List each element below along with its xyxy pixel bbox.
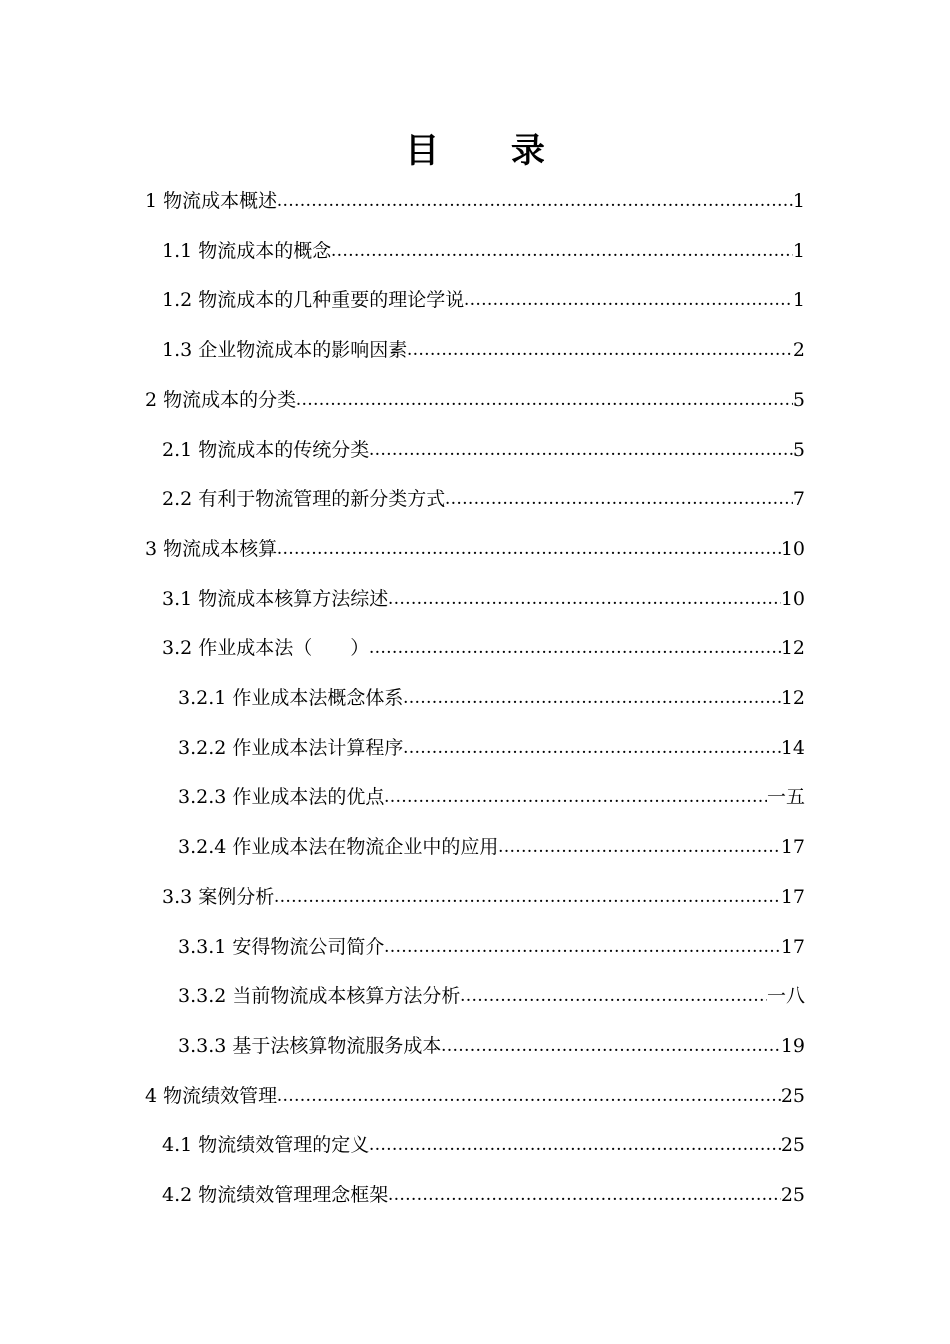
toc-entry-title: 3.2.4 作业成本法在物流企业中的应用: [178, 836, 499, 859]
toc-page-number: 1: [792, 190, 805, 212]
toc-page-number: 1: [792, 239, 805, 262]
toc-page-number: 14: [780, 736, 805, 759]
toc-page-number: 5: [792, 438, 805, 461]
toc-entry-title: 4.1 物流绩效管理的定义: [162, 1134, 370, 1157]
toc-entry-title: 2.1 物流成本的传统分类: [162, 438, 370, 461]
toc-dot-leader: [441, 1021, 780, 1071]
toc-entry[interactable]: [162, 623, 805, 673]
toc-entry-title: 2.2 有利于物流管理的新分类方式: [162, 488, 446, 511]
toc-entry[interactable]: [145, 375, 805, 425]
toc-entry[interactable]: [162, 226, 805, 276]
toc-entry-title: 3.2.3 作业成本法的优点: [178, 786, 385, 809]
toc-entry-title: 1.2 物流成本的几种重要的理论学说: [162, 289, 465, 312]
toc-entry-title: 3 物流成本核算: [145, 537, 278, 560]
toc-entry-title: 3.2.1 作业成本法概念体系: [178, 687, 404, 709]
toc-entry-title: 1 物流成本概述: [145, 190, 278, 212]
toc-entry[interactable]: [178, 673, 805, 723]
toc-page-number: 19: [780, 1034, 805, 1057]
toc-entry[interactable]: [178, 971, 805, 1021]
toc-page-number: 25: [780, 1184, 805, 1206]
toc-entry[interactable]: [162, 1170, 805, 1220]
toc-page-number: 1: [792, 289, 805, 312]
toc-entry[interactable]: [162, 425, 805, 475]
toc-dot-leader: [498, 822, 780, 872]
toc-dot-leader: [460, 971, 767, 1021]
toc-entry-title: 4.2 物流绩效管理理念框架: [162, 1184, 389, 1206]
toc-entry[interactable]: [162, 275, 805, 325]
toc-entry[interactable]: [178, 723, 805, 773]
toc-entry-title: 3.3 案例分析: [162, 885, 275, 908]
toc-entry[interactable]: [162, 325, 805, 375]
toc-dot-leader: [277, 524, 781, 574]
toc-entry[interactable]: [178, 822, 805, 872]
toc-entry-title: 3.2.2 作业成本法计算程序: [178, 736, 404, 759]
toc-dot-leader: [274, 872, 781, 922]
toc-entry-title: 1.1 物流成本的概念: [162, 239, 332, 262]
toc-dot-leader: [369, 425, 793, 475]
toc-page-number: 12: [780, 637, 805, 660]
toc-page-number: 5: [792, 388, 805, 411]
toc-dot-leader: [384, 922, 780, 972]
toc-page-number: 7: [792, 488, 805, 511]
toc-dot-leader: [277, 1071, 781, 1121]
toc-entry-title: 3.3.2 当前物流成本核算方法分析: [178, 985, 461, 1008]
toc-entry[interactable]: [162, 1120, 805, 1170]
toc-dot-leader: [388, 1170, 781, 1220]
toc-entry-title: 3.3.1 安得物流公司简介: [178, 935, 385, 958]
toc-dot-leader: [403, 723, 780, 773]
toc-entry-title: 1.3 企业物流成本的影响因素: [162, 339, 408, 362]
toc-page-number: 一五: [766, 786, 805, 809]
toc-page-number: 17: [780, 935, 805, 958]
toc-page-number: 17: [780, 836, 805, 859]
toc-entry-title: 4 物流绩效管理: [145, 1084, 278, 1107]
toc-dot-leader: [369, 1120, 781, 1170]
toc-page-number: 17: [780, 885, 805, 908]
toc-dot-leader: [296, 375, 793, 425]
toc-title: 目 录: [405, 131, 575, 171]
toc-dot-leader: [403, 673, 780, 723]
toc-entry[interactable]: [162, 574, 805, 624]
toc-dot-leader: [407, 325, 793, 375]
toc-entry[interactable]: [178, 922, 805, 972]
toc-dot-leader: [464, 275, 793, 325]
toc-entry-title: 3.3.3 基于法核算物流服务成本: [178, 1034, 442, 1057]
toc-dot-leader: [331, 226, 793, 276]
toc-entry-title: 3.1 物流成本核算方法综述: [162, 587, 389, 610]
toc-entry[interactable]: [178, 772, 805, 822]
toc-dot-leader: [369, 623, 781, 673]
toc-dot-leader: [388, 574, 781, 624]
toc-page-number: 一八: [766, 985, 805, 1008]
toc-dot-leader: [384, 772, 767, 822]
toc-entry-title: 3.2 作业成本法（ ）: [162, 637, 370, 660]
toc-page-number: 10: [780, 587, 805, 610]
toc-page-number: 12: [780, 687, 805, 709]
toc-dot-leader: [445, 474, 793, 524]
toc-entry-title: 2 物流成本的分类: [145, 388, 297, 411]
toc-page-number: 25: [780, 1134, 805, 1157]
toc-entry[interactable]: [162, 474, 805, 524]
toc-page-number: 2: [792, 339, 805, 362]
toc-entry[interactable]: [145, 1071, 805, 1121]
toc-entry[interactable]: [145, 524, 805, 574]
toc-entry[interactable]: [162, 872, 805, 922]
toc-page-number: 10: [780, 537, 805, 560]
toc-entry[interactable]: [178, 1021, 805, 1071]
toc-entry[interactable]: [145, 176, 805, 226]
toc-page-number: 25: [780, 1084, 805, 1107]
toc-dot-leader: [277, 176, 793, 226]
